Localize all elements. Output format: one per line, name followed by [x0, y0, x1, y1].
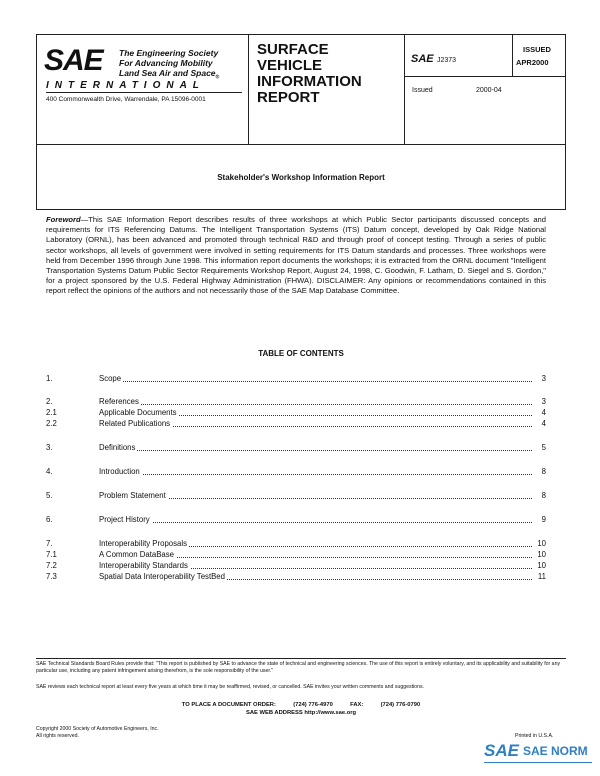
toc-number: 7.3: [46, 572, 57, 581]
toc-entry[interactable]: [46, 419, 546, 429]
foreword-label: Foreword: [46, 215, 81, 224]
toc-number: 2.2: [46, 419, 57, 428]
toc-leader: [99, 474, 532, 475]
society-address: 400 Commonwealth Drive, Warrendale, PA 15096-0001: [46, 96, 206, 103]
foreword-text: —This SAE Information Report describes results of three workshops at which Public Sector participants discussed concepts and requirements for ITS Referencing Datums. The Intelligent Transportation Systems (ITS) Datum concept, developed by Oak Ridge National Laboratory (ORNL), has been advanced and promoted through technical R&D and through proof of concept testing. Through a series of public sector workshops, all levels of government were involved in setting requirements for ITS Datum standards and processes. Three workshops were held from December 1996 through June 1998. This information report documents the workshops; it is extracted from the ORNL document "Intelligent Transportation Systems Datum Public Sector Requirements Workshop Report, August 24, 1998, C. Goodwin, F. Latham, D. Siegel and S. Gordon," for a project sponsored by the U.S. Federal Highway Administration (FHWA). DISCLAIMER: Any opinions or recommendations contained in this report reflect the opinions of the authors and not necessarily those of the SAE Map Database Committee.: [46, 215, 546, 296]
fax-label: FAX:: [350, 702, 364, 708]
order-label: TO PLACE A DOCUMENT ORDER:: [181, 702, 276, 708]
toc-entry[interactable]: [46, 443, 546, 453]
order-line: [36, 702, 566, 708]
toc-title: Scope: [99, 374, 122, 383]
copyright: [36, 726, 159, 740]
policy-note: SAE Technical Standards Board Rules provide that: "This report is published by SAE to advance the state of technical and engineering sciences. The use of this report is entirely voluntary, and its applicability and suitability for any particular use, including any patent infringement arising therefrom, is the sole responsibility of the user.": [36, 661, 561, 674]
header-divider-3: [512, 34, 513, 77]
toc-title: Interoperability Standards: [99, 561, 188, 570]
doc-number: J2373: [437, 57, 457, 64]
toc-leader: [99, 450, 532, 451]
toc-page: 5: [541, 443, 546, 452]
doctype-line-4: REPORT: [257, 89, 320, 106]
status-title: ISSUED: [523, 45, 551, 54]
toc-title: Interoperability Proposals: [99, 539, 187, 548]
tagline-line-3: Land Sea Air and Space$_®$: [119, 68, 220, 81]
toc-page: 3: [541, 374, 546, 383]
fax-number[interactable]: (724) 776-0790: [380, 702, 421, 708]
header-divider-1: [248, 34, 249, 145]
issued-date: 2000-04: [476, 87, 502, 94]
society-tagline: [119, 48, 219, 83]
toc-page: 4: [541, 408, 546, 417]
toc-page: 10: [537, 539, 546, 548]
document-title: Stakeholder's Workshop Information Report: [217, 173, 385, 182]
intl-underline: [46, 92, 242, 93]
doctype-line-1: SURFACE: [257, 41, 329, 58]
toc-title: Introduction: [99, 467, 140, 476]
printed-in: Printed in U.S.A.: [515, 733, 554, 739]
toc-entry[interactable]: [46, 397, 546, 407]
toc-number: 7.2: [46, 561, 57, 570]
toc-page: 8: [541, 491, 546, 500]
toc-leader: [99, 381, 532, 382]
status-date: APR2000: [516, 58, 549, 67]
tagline-line-1: The Engineering Society: [119, 48, 219, 58]
watermark-text: SAE NORM: [523, 744, 588, 758]
review-note: SAE reviews each technical report at least every five years at which time it may be reaffirmed, revised, or cancelled. SAE invites your written comments and suggestions.: [36, 684, 424, 690]
document-type: [257, 42, 362, 106]
web-url[interactable]: http://www.sae.org: [304, 710, 357, 716]
watermark-logo: SAE: [484, 741, 519, 760]
sae-norm-watermark: [484, 741, 594, 769]
toc-page: 9: [541, 515, 546, 524]
toc-title: Applicable Documents: [99, 408, 177, 417]
toc-title: A Common DataBase: [99, 550, 174, 559]
toc-page: 10: [537, 561, 546, 570]
header-divider-4: [404, 76, 566, 77]
sae-logo: SAE: [44, 44, 103, 77]
footer-rule: [36, 658, 566, 659]
web-label: SAE WEB ADDRESS: [245, 710, 303, 716]
toc-title: Project History: [99, 515, 150, 524]
toc-entry[interactable]: [46, 515, 546, 525]
rights-line: All rights reserved.: [36, 733, 79, 739]
doc-number-logo: SAE: [411, 53, 434, 65]
doctype-line-2: VEHICLE: [257, 57, 323, 74]
toc-entry[interactable]: [46, 491, 546, 501]
toc-entry[interactable]: [46, 550, 546, 560]
tagline-line-2: For Advancing Mobility: [119, 58, 213, 68]
doctype-line-3: INFORMATION: [257, 73, 362, 90]
toc-title: Spatial Data Interoperability TestBed: [99, 572, 225, 581]
toc-entry[interactable]: [46, 561, 546, 571]
toc-number: 2.1: [46, 408, 57, 417]
toc-page: 10: [537, 550, 546, 559]
copyright-line: Copyright 2000 Society of Automotive Engineers, Inc.: [36, 726, 159, 732]
toc-title: Problem Statement: [99, 491, 166, 500]
web-line: [36, 710, 566, 716]
toc-leader: [99, 522, 532, 523]
toc-entry[interactable]: [46, 408, 546, 418]
toc-entry[interactable]: [46, 539, 546, 549]
toc-title: Definitions: [99, 443, 136, 452]
foreword: [46, 215, 546, 297]
toc-number: 7.1: [46, 550, 57, 559]
toc-entry[interactable]: [46, 467, 546, 477]
toc-number: 5.: [46, 491, 53, 500]
toc-page: 3: [541, 397, 546, 406]
watermark-rule: [484, 762, 592, 763]
toc-heading: TABLE OF CONTENTS: [258, 349, 344, 358]
header-divider-2: [404, 34, 405, 145]
toc-leader: [99, 404, 532, 405]
toc-number: 7.: [46, 539, 53, 548]
toc-page: 8: [541, 467, 546, 476]
toc-entry[interactable]: [46, 374, 546, 384]
toc-number: 4.: [46, 467, 53, 476]
toc-title: References: [99, 397, 139, 406]
toc-title: Related Publications: [99, 419, 171, 428]
toc-number: 2.: [46, 397, 53, 406]
toc-page: 4: [541, 419, 546, 428]
toc-number: 6.: [46, 515, 53, 524]
toc-entry[interactable]: [46, 572, 546, 582]
toc-page: 11: [537, 572, 546, 581]
toc-number: 3.: [46, 443, 53, 452]
international-label: INTERNATIONAL: [46, 80, 205, 91]
issued-label: Issued: [412, 87, 433, 94]
order-phone[interactable]: (724) 776-4970: [293, 702, 333, 708]
toc-number: 1.: [46, 374, 53, 383]
